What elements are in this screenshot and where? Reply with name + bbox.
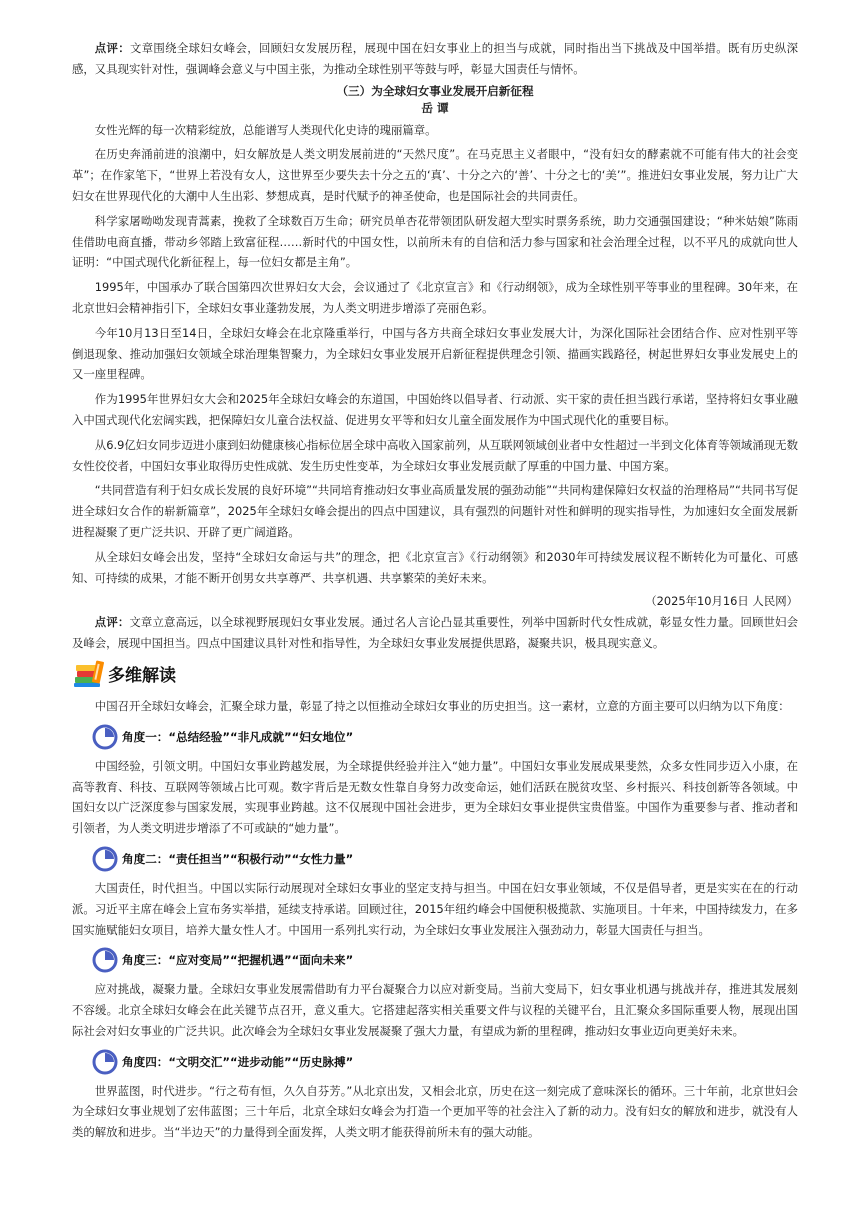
- multi-intro: 中国召开全球妇女峰会，汇聚全球力量，彰显了持之以恒推动全球妇女事业的历史担当。这一素材，立意的方面主要可以归纳为以下角度：: [94, 698, 790, 713]
- angle-heading: [92, 845, 798, 873]
- angle-paragraph: 中国经验，引领文明。中国妇女事业跨越发展，为全球提供经验并注入“她力量”。中国妇女事业发展成果斐然，众多女性同步迈入小康，在高等教育、科技、互联网等领域占比可观。数字背后是无数女性靠自身努力改变命运，她们活跃在脱贫攻坚、乡村振兴、科技创新等各领域。中国妇女以广泛深度参与国家发展，实现事业跨越。这不仅展现中国社会进步，更为全球妇女事业提供宝贵借鉴。中国作为重要参与者、推动者和引领者，为人类文明进步增添了不可或缺的“她力量”。: [72, 758, 798, 836]
- pie-chart-icon: [92, 947, 118, 973]
- article-paragraph: 从6.9亿妇女同步迈进小康到妇幼健康核心指标位居全球中高收入国家前列，从互联网领域创业者中女性超过一半到文化体育等领域涌现无数女性佼佼者，中国妇女事业取得历史性成就、发生历史性变革，为全球妇女事业发展贡献了厚重的中国力量、中国方案。: [72, 437, 798, 473]
- article-paragraph: 从全球妇女峰会出发，坚持“全球妇女命运与共”的理念，把《北京宣言》《行动纲领》和2030年可持续发展议程不断转化为可量化、可感知、可持续的成果，才能不断开创男女共享尊严、共享机遇、共享繁荣的美好未来。: [72, 549, 798, 585]
- pie-chart-icon: [92, 724, 118, 750]
- comment-text: 文章围绕全球妇女峰会，回顾妇女发展历程，展现中国在妇女事业上的担当与成就，同时指出当下挑战及中国举措。既有历史纵深感，又具现实针对性，强调峰会意义与中国主张，为推动全球性别平等鼓与呼，彰显大国责任与情怀。: [72, 41, 798, 76]
- comment-label: 点评：: [94, 41, 130, 55]
- article-paragraph: 作为1995年世界妇女大会和2025年全球妇女峰会的东道国，中国始终以倡导者、行动派、实干家的责任担当践行承诺，坚持将妇女事业融入中国式现代化宏阔实践，把保障妇女儿童合法权益、促进男女平等和妇女儿童全面发展作为中国式现代化的重要目标。: [72, 392, 798, 427]
- angle-paragraph: 大国责任，时代担当。中国以实际行动展现对全球妇女事业的坚定支持与担当。中国在妇女事业领域，不仅是倡导者，更是实实在在的行动派。习近平主席在峰会上宣布务实举措，延续支持承诺。回顾过往，2015年纽约峰会中国便积极揽款、实施项目。十年来，中国持续发力，在多国实施赋能妇女项目，培养大量女性人才。中国用一系列扎实行动，为全球妇女事业发展注入强劲动力，彰显大国责任与担当。: [72, 880, 798, 937]
- article-title: （三）为全球妇女事业发展开启新征程: [336, 83, 534, 98]
- comment-paragraph: [72, 38, 798, 80]
- article-paragraph: 女性光辉的每一次精彩绽放，总能谱写人类现代化史诗的瑰丽篇章。: [94, 122, 437, 137]
- section-title: 多维解读: [108, 666, 176, 687]
- angle-title: 角度三：“应对变局”“把握机遇”“面向未来”: [122, 953, 354, 968]
- comment-paragraph: [72, 612, 798, 654]
- article-paragraph: “共同营造有利于妇女成长发展的良好环境”“共同培育推动妇女事业高质量发展的强劲动能”“共同构建保障妇女权益的治理格局”“共同书写促进全球妇女合作的崭新篇章”，2025年全球妇女峰会提出的四点中国建议，具有强烈的问题针对性和鲜明的现实指导性，为加速妇女全面发展新进程凝聚了更广泛共识、开辟了更广阔道路。: [72, 483, 798, 539]
- angle-paragraph: 世界蓝图，时代进步。“行之苟有恒，久久自芬芳。”从北京出发，又相会北京，历史在这一刻完成了意味深长的循环。三十年前，北京世妇会为全球妇女事业规划了宏伟蓝图；三十年后，北京全球妇女峰会为打造一个更加平等的社会注入了新的动力。没有妇女的解放和进步，就没有人类的解放和进步。当“半边天”的力量得到全面发挥，人类文明才能获得前所未有的强大动能。: [72, 1083, 798, 1140]
- article-author: 岳 谭: [421, 100, 449, 115]
- document-page: [72, 38, 798, 1143]
- comment-label: 点评：: [94, 615, 130, 630]
- comment-text: 文章立意高远，以全球视野展现妇女事业发展。通过名人言论凸显其重要性，列举中国新时代女性成就，彰显女性力量。回顾世妇会及峰会，展现中国担当。四点中国建议具针对性和指导性，为全球妇女事业发展提供思路，凝聚共识，极具现实意义。: [72, 615, 798, 651]
- article-paragraph: 今年10月13日至14日，全球妇女峰会在北京隆重举行，中国与各方共商全球妇女事业发展大计，为深化国际社会团结合作、应对性别平等倒退现象、推动加强妇女领域全球治理集智聚力，为全球妇女事业发展开启新征程提供理念引领、描画实践路径，树起世界妇女事业发展史上的又一座里程碑。: [72, 325, 798, 382]
- angle-paragraph: 应对挑战，凝聚力量。全球妇女事业发展需借助有力平台凝聚合力以应对新变局。当前大变局下，妇女事业机遇与挑战并存，推进其发展刻不容缓。北京全球妇女峰会在此关键节点召开，意义重大。它搭建起落实相关重要文件与议程的关键平台，且汇聚众多国际重要人物，展现出国际社会对妇女事业的广泛共识。此次峰会为全球妇女事业发展凝聚了强大力量，有望成为新的里程碑，推动妇女事业迈向更美好未来。: [72, 982, 798, 1038]
- article-paragraph: 科学家屠呦呦发现青蒿素，挽救了全球数百万生命；研究员单杏花带领团队研发超大型实时票务系统，助力交通强国建设；“种米姑娘”陈雨佳借助电商直播，带动乡邻踏上致富征程……新时代的中国女性，以前所未有的自信和活力参与国家和社会治理全过程，以不平凡的成就向世人证明：“中国式现代化新征程上，每一位妇女都是主角”。: [72, 213, 798, 270]
- angle-title: 角度一：“总结经验”“非凡成就”“妇女地位”: [122, 729, 354, 744]
- angle-heading: [92, 1048, 798, 1076]
- article-paragraph: 1995年，中国承办了联合国第四次世界妇女大会，会议通过了《北京宣言》和《行动纲领》，成为全球性别平等事业的里程碑。30年来，在北京世妇会精神指引下，全球妇女事业蓬勃发展，为人类文明进步增添了亮丽色彩。: [72, 280, 798, 315]
- article-paragraph: 在历史奔涌前进的浪潮中，妇女解放是人类文明发展前进的“天然尺度”。在马克思主义者眼中，“没有妇女的酵素就不可能有伟大的社会变革”；在作家笔下，“世界上若没有女人，这世界至少要失去十分之五的‘真’、十分之六的‘善’、十分之七的‘美’”。推进妇女事业发展，努力让广大妇女在世界现代化的大潮中人生出彩、梦想成真，是时代赋予的神圣使命，也是国际社会的共同责任。: [72, 147, 798, 203]
- angle-title: 角度四：“文明交汇”“进步动能”“历史脉搏”: [122, 1054, 354, 1069]
- angle-heading: [92, 946, 798, 974]
- article-source: （2025年10月16日 人民网）: [645, 594, 798, 609]
- books-icon: [72, 659, 106, 689]
- angle-heading: [92, 723, 798, 751]
- angle-title: 角度二：“责任担当”“积极行动”“女性力量”: [122, 851, 354, 866]
- pie-chart-icon: [92, 1049, 118, 1075]
- section-header: [72, 658, 798, 690]
- pie-chart-icon: [92, 846, 118, 872]
